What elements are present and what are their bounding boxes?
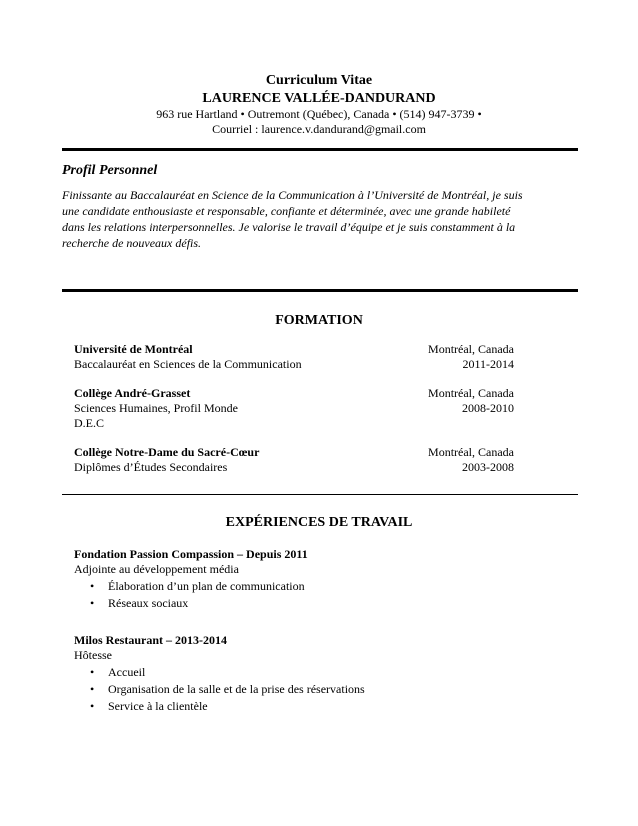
- job-task-list: [74, 664, 514, 715]
- profil-title: Profil Personnel: [62, 163, 158, 178]
- job-task: • Service à la clientèle: [108, 698, 514, 715]
- job-task: • Accueil: [108, 664, 514, 681]
- profil-divider: [62, 289, 578, 292]
- school-name: Collège Notre-Dame du Sacré-Cœur: [74, 445, 260, 459]
- job-task: • Élaboration d’un plan de communication: [108, 578, 514, 595]
- job-role: Adjointe au développement média: [74, 562, 239, 576]
- job-title: Milos Restaurant – 2013-2014: [74, 633, 227, 647]
- formation-entry: [74, 342, 514, 372]
- program-name: Baccalauréat en Sciences de la Communication: [74, 357, 302, 371]
- program-years: 2008-2010: [462, 401, 514, 415]
- profil-section: [62, 163, 578, 251]
- program-name: Sciences Humaines, Profil Monde: [74, 401, 238, 415]
- experiences-title: EXPÉRIENCES DE TRAVAIL: [225, 515, 413, 530]
- contact-email: Courriel : laurence.v.dandurand@gmail.com: [212, 122, 426, 136]
- school-name: Université de Montréal: [74, 342, 193, 356]
- school-location: Montréal, Canada: [428, 445, 514, 459]
- formation-divider: [62, 494, 578, 495]
- formation-title: FORMATION: [275, 313, 363, 328]
- job-role: Hôtesse: [74, 648, 112, 662]
- job-entry: [74, 547, 514, 612]
- candidate-name: LAURENCE VALLÉE-DANDURAND: [202, 91, 436, 106]
- school-name: Collège André-Grasset: [74, 386, 191, 400]
- profil-line: Finissante au Baccalauréat en Science de la Communication à l’Université de Montréal, je suis: [62, 188, 523, 202]
- profil-line: recherche de nouveaux défis.: [62, 236, 202, 250]
- job-title: Fondation Passion Compassion – Depuis 2011: [74, 547, 308, 561]
- job-task: • Réseaux sociaux: [108, 595, 514, 612]
- school-location: Montréal, Canada: [428, 342, 514, 356]
- resume-header: [0, 72, 638, 137]
- program-years: 2003-2008: [462, 460, 514, 474]
- school-location: Montréal, Canada: [428, 386, 514, 400]
- header-divider: [62, 148, 578, 151]
- program-diploma: D.E.C: [74, 416, 104, 430]
- profil-line: dans les relations interpersonnelles. Je valorise le travail d’équipe et je suis constamment à la: [62, 220, 516, 234]
- formation-entry: [74, 445, 514, 475]
- program-years: 2011-2014: [462, 357, 514, 371]
- formation-entry: [74, 386, 514, 431]
- profil-line: une candidate enthousiaste et responsable, confiante et déterminée, avec une grande habileté: [62, 204, 511, 218]
- job-task: • Organisation de la salle et de la prise des réservations: [108, 681, 514, 698]
- contact-address: 963 rue Hartland • Outremont (Québec), Canada • (514) 947-3739 •: [156, 107, 482, 121]
- job-entry: [74, 633, 514, 715]
- document-title: Curriculum Vitae: [265, 73, 373, 88]
- program-name: Diplômes d’Études Secondaires: [74, 460, 228, 474]
- profil-text: [62, 187, 578, 251]
- job-task-list: [74, 578, 514, 612]
